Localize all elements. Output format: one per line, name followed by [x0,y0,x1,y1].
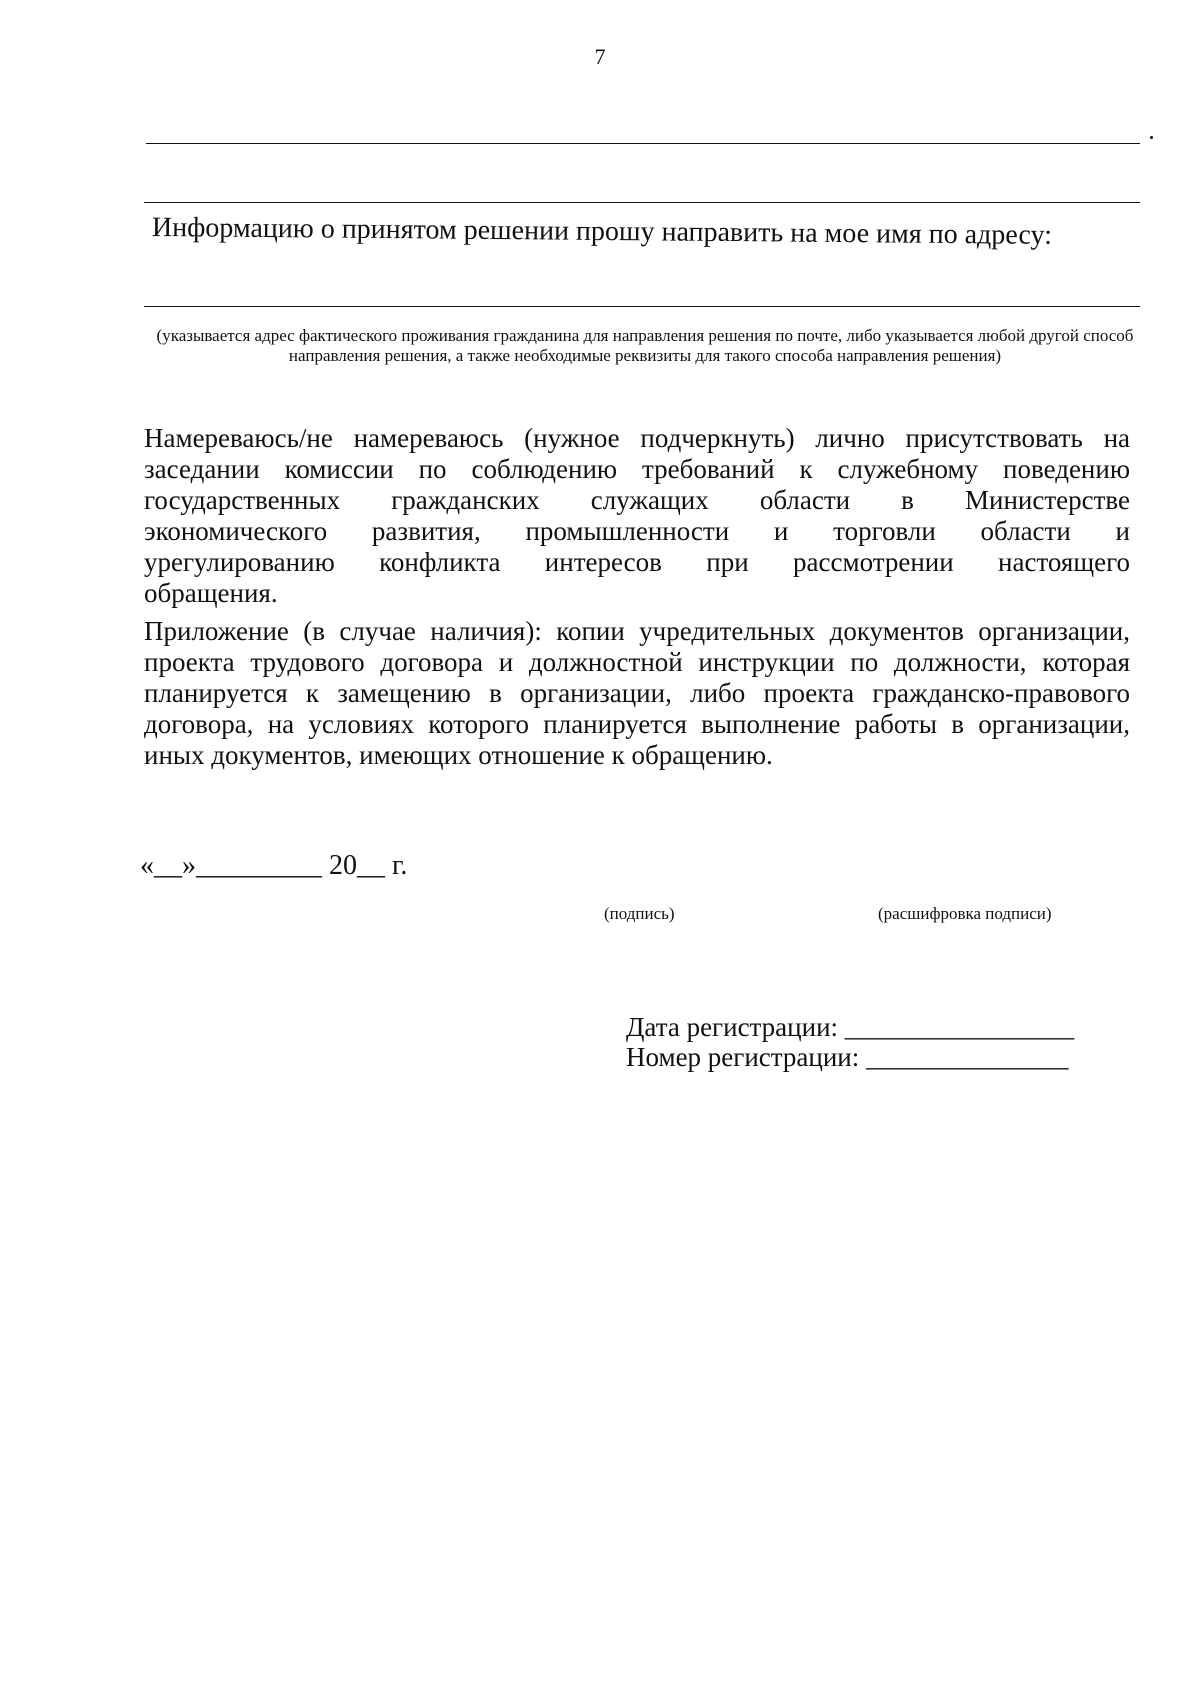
intent-line: заседании комиссии по соблюдению требований к служебному поведению [144,454,1130,484]
page-number: 7 [594,44,606,69]
registration-number: Номер регистрации: _______________ [626,1042,1069,1072]
signature-decode-label: (расшифровка подписи) [878,904,1052,923]
stray-dot [1150,136,1153,139]
address-hint: (указывается адрес фактического проживания гражданина для направления решения по почте, либо указывается любой другой способ направления решения, а также необходимые реквизиты для такого способа направления решения) [156,326,1134,365]
attachment-line: договора, на условиях которого планируется выполнение работы в организации, [144,709,1130,739]
attachment-line: Приложение (в случае наличия): копии учредительных документов организации, [144,616,1130,646]
attachment-line: проекта трудового договора и должностной инструкции по должности, которая [144,647,1130,677]
attachment-line: иных документов, имеющих отношение к обращению. [144,740,773,770]
attachment-paragraph [144,616,1130,771]
blank-line-2 [144,202,1140,203]
intent-paragraph [144,423,1130,609]
info-request-text: Информацию о принятом решении прошу направить на мое имя по адресу: [151,212,1053,251]
intent-line: государственных гражданских служащих области в Министерстве [144,485,1130,515]
address-line [144,306,1140,307]
registration-date: Дата регистрации: _________________ [626,1012,1075,1042]
signature-label: (подпись) [604,904,675,923]
blank-line-1 [146,143,1140,144]
attachment-line: планируется к замещению в организации, либо проекта гражданско-правового [144,678,1130,708]
intent-line: урегулированию конфликта интересов при рассмотрении настоящего [144,547,1130,577]
date-field: «__»_________ 20__ г. [140,850,408,881]
intent-line: обращения. [144,578,278,608]
intent-line: экономического развития, промышленности и торговли области и [144,516,1130,546]
intent-line: Намереваюсь/не намереваюсь (нужное подчеркнуть) лично присутствовать на [144,423,1130,453]
